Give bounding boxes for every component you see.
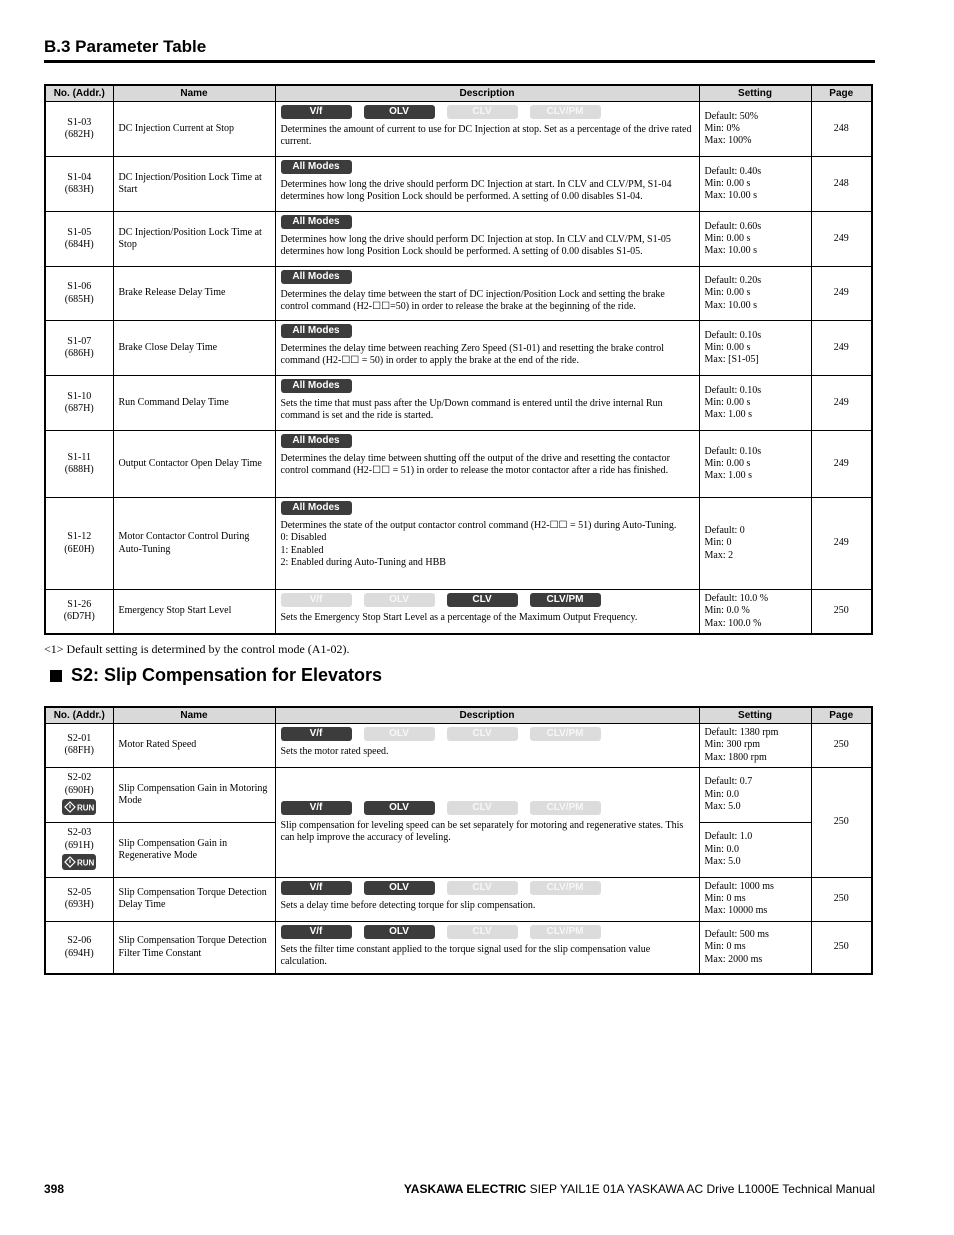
control-mode-badges — [281, 434, 695, 449]
mode-badge: V/f — [281, 925, 352, 939]
description-text: Determines how long the drive should perform DC Injection at stop. In CLV and CLV/PM, S1-05 determines how long Position Lock should be performed. A setting of 0.00 disables S1-05. — [280, 234, 671, 258]
param-setting: Default: 10.0 % Min: 0.0 % Max: 100.0 % — [699, 590, 811, 634]
param-name: Run Command Delay Time — [113, 376, 275, 431]
param-setting: Default: 0.7 Min: 0.0 Max: 5.0 — [699, 767, 811, 822]
param-description — [275, 157, 699, 212]
param-description — [275, 498, 699, 590]
param-description — [275, 921, 699, 974]
mode-badge: CLV — [447, 801, 518, 815]
mode-badge: OLV — [364, 881, 435, 895]
param-setting: Default: 0.60s Min: 0.00 s Max: 10.00 s — [699, 212, 811, 267]
mode-badge: All Modes — [281, 160, 352, 174]
page-number: 398 — [44, 1182, 65, 1196]
param-name: Emergency Stop Start Level — [113, 590, 275, 634]
control-mode-badges — [281, 727, 695, 742]
mode-badge: V/f — [281, 881, 352, 895]
mode-badge: CLV/PM — [530, 105, 601, 119]
description-text: Determines the delay time between shutting off the output of the drive and resetting the contactor control command (H2-☐☐ = 51) in order to release the motor contactor after a ride has finished. — [280, 453, 670, 477]
control-mode-badges — [281, 105, 695, 120]
param-name: Output Contactor Open Delay Time — [113, 431, 275, 498]
mode-badge: CLV/PM — [530, 925, 601, 939]
control-mode-badges — [281, 501, 695, 516]
mode-badge: V/f — [281, 801, 352, 815]
table-row — [45, 376, 872, 431]
param-page: 250 — [811, 724, 872, 768]
column-header-no: No. (Addr.) — [45, 85, 113, 102]
param-page: 250 — [811, 767, 872, 877]
table-row — [45, 590, 872, 634]
mode-badge: CLV — [447, 925, 518, 939]
table-row — [45, 212, 872, 267]
param-page: 249 — [811, 498, 872, 590]
param-page: 249 — [811, 267, 872, 321]
table-row — [45, 267, 872, 321]
column-header-no: No. (Addr.) — [45, 707, 113, 724]
table-row — [45, 157, 872, 212]
table-row — [45, 498, 872, 590]
param-number: S1-03 (682H) — [45, 102, 113, 157]
param-page: 250 — [811, 590, 872, 634]
control-mode-badges — [281, 160, 695, 175]
description-text: Sets the Emergency Stop Start Level as a percentage of the Maximum Output Frequency. — [280, 612, 638, 623]
param-number: S1-12 (6E0H) — [45, 498, 113, 590]
run-icon — [62, 799, 96, 815]
param-page: 248 — [811, 157, 872, 212]
table-header-row — [45, 707, 872, 724]
section-heading-s2 — [50, 665, 382, 686]
mode-badge: All Modes — [281, 379, 352, 393]
param-description — [275, 724, 699, 768]
param-number: S1-04 (683H) — [45, 157, 113, 212]
param-setting: Default: 0.10s Min: 0.00 s Max: 1.00 s — [699, 431, 811, 498]
param-page: 249 — [811, 376, 872, 431]
table-row — [45, 767, 872, 822]
param-description — [275, 102, 699, 157]
param-name: Brake Release Delay Time — [113, 267, 275, 321]
description-text: Slip compensation for leveling speed can be set separately for motoring and regenerative states. This can help improve the accuracy of leveling. — [280, 820, 684, 844]
param-page: 249 — [811, 212, 872, 267]
control-mode-badges — [281, 324, 695, 339]
svg-text:RUN: RUN — [77, 858, 95, 868]
column-header-name: Name — [113, 707, 275, 724]
parameter-table-s1 — [44, 84, 873, 635]
header-rule — [44, 60, 875, 63]
mode-badge: V/f — [281, 593, 352, 607]
param-setting: Default: 1000 ms Min: 0 ms Max: 10000 ms — [699, 877, 811, 921]
param-page: 250 — [811, 877, 872, 921]
description-text: Sets the motor rated speed. — [280, 746, 389, 757]
param-name: DC Injection/Position Lock Time at Stop — [113, 212, 275, 267]
control-mode-badges — [281, 379, 695, 394]
param-description — [275, 877, 699, 921]
column-header-setting: Setting — [699, 85, 811, 102]
footer-brand: YASKAWA ELECTRIC — [403, 1182, 527, 1196]
param-number: S1-07 (686H) — [45, 321, 113, 376]
parameter-table-s2 — [44, 706, 873, 975]
control-mode-badges — [281, 881, 695, 896]
run-icon — [62, 854, 96, 870]
square-bullet-icon — [50, 670, 62, 682]
table-row — [45, 431, 872, 498]
column-header-description: Description — [275, 85, 699, 102]
mode-badge: V/f — [281, 727, 352, 741]
mode-badge: V/f — [281, 105, 352, 119]
table-row — [45, 724, 872, 768]
footer-document-title — [404, 1182, 875, 1196]
param-setting: Default: 1380 rpm Min: 300 rpm Max: 1800 rpm — [699, 724, 811, 768]
param-name: Slip Compensation Gain in Regenerative Mode — [113, 822, 275, 877]
param-description — [275, 212, 699, 267]
mode-badge: OLV — [364, 727, 435, 741]
table-row — [45, 921, 872, 974]
param-number: S1-06 (685H) — [45, 267, 113, 321]
param-description — [275, 321, 699, 376]
mode-badge: CLV — [447, 105, 518, 119]
param-name: Slip Compensation Torque Detection Delay Time — [113, 877, 275, 921]
mode-badge: CLV — [447, 593, 518, 607]
param-setting: Default: 0 Min: 0 Max: 2 — [699, 498, 811, 590]
mode-badge: All Modes — [281, 215, 352, 229]
param-setting: Default: 0.20s Min: 0.00 s Max: 10.00 s — [699, 267, 811, 321]
section-title: S2: Slip Compensation for Elevators — [71, 665, 383, 685]
column-header-description: Description — [275, 707, 699, 724]
param-name: DC Injection/Position Lock Time at Start — [113, 157, 275, 212]
mode-badge: All Modes — [281, 324, 352, 338]
control-mode-badges — [281, 801, 695, 816]
param-number: S1-11 (688H) — [45, 431, 113, 498]
param-description — [275, 590, 699, 634]
table-header-row — [45, 85, 872, 102]
section-header: B.3 Parameter Table — [44, 37, 207, 56]
mode-badge: CLV/PM — [530, 727, 601, 741]
mode-badge: CLV/PM — [530, 881, 601, 895]
mode-badge: OLV — [364, 593, 435, 607]
description-text: Determines the delay time between reaching Zero Speed (S1-01) and resetting the brake control command (H2-☐☐ = 50) in order to apply the brake at the end of the ride. — [280, 343, 664, 367]
param-number: S2-05 (693H) — [45, 877, 113, 921]
param-setting: Default: 50% Min: 0% Max: 100% — [699, 102, 811, 157]
mode-badge: All Modes — [281, 501, 352, 515]
mode-badge: All Modes — [281, 270, 352, 284]
param-name: Brake Close Delay Time — [113, 321, 275, 376]
param-page: 249 — [811, 431, 872, 498]
param-number: S2-01 (68FH) — [45, 724, 113, 768]
mode-badge: CLV — [447, 881, 518, 895]
param-description — [275, 267, 699, 321]
param-page: 250 — [811, 921, 872, 974]
mode-badge: OLV — [364, 801, 435, 815]
param-page: 248 — [811, 102, 872, 157]
column-header-page: Page — [811, 85, 872, 102]
param-number: S1-26 (6D7H) — [45, 590, 113, 634]
mode-badge: CLV/PM — [530, 593, 601, 607]
description-text: Determines how long the drive should perform DC Injection at start. In CLV and CLV/PM, S1-04 determines how long Position Lock should be performed. A setting of 0.00 disables S1-04. — [280, 179, 672, 203]
control-mode-badges — [281, 925, 695, 940]
footnote: <1> Default setting is determined by the control mode (A1-02). — [44, 642, 350, 656]
svg-text:RUN: RUN — [77, 803, 95, 813]
description-text: Sets the time that must pass after the Up/Down command is entered until the drive internal Run command is set and the ride is started. — [280, 398, 663, 422]
control-mode-badges — [281, 270, 695, 285]
param-number: S1-10 (687H) — [45, 376, 113, 431]
column-header-setting: Setting — [699, 707, 811, 724]
param-description — [275, 376, 699, 431]
mode-badge: All Modes — [281, 434, 352, 448]
table-row — [45, 321, 872, 376]
mode-badge: CLV/PM — [530, 801, 601, 815]
param-setting: Default: 1.0 Min: 0.0 Max: 5.0 — [699, 822, 811, 877]
mode-badge: CLV — [447, 727, 518, 741]
param-number: S2-02 (690H) RUN — [45, 767, 113, 822]
param-name: Motor Contactor Control During Auto-Tuning — [113, 498, 275, 590]
control-mode-badges — [281, 593, 695, 608]
param-setting: Default: 0.40s Min: 0.00 s Max: 10.00 s — [699, 157, 811, 212]
param-name: DC Injection Current at Stop — [113, 102, 275, 157]
description-text: Determines the amount of current to use for DC Injection at stop. Set as a percentage of the drive rated current. — [280, 124, 692, 148]
param-setting: Default: 500 ms Min: 0 ms Max: 2000 ms — [699, 921, 811, 974]
param-description — [275, 767, 699, 877]
param-number: S2-06 (694H) — [45, 921, 113, 974]
control-mode-badges — [281, 215, 695, 230]
column-header-page: Page — [811, 707, 872, 724]
column-header-name: Name — [113, 85, 275, 102]
param-name: Slip Compensation Torque Detection Filter Time Constant — [113, 921, 275, 974]
description-text: Sets a delay time before detecting torque for slip compensation. — [280, 899, 536, 911]
param-name: Slip Compensation Gain in Motoring Mode — [113, 767, 275, 822]
param-name: Motor Rated Speed — [113, 724, 275, 768]
param-setting: Default: 0.10s Min: 0.00 s Max: [S1-05] — [699, 321, 811, 376]
table-row — [45, 102, 872, 157]
footer-manual-title: SIEP YAIL1E 01A YASKAWA AC Drive L1000E Technical Manual — [526, 1182, 875, 1196]
description-text: Determines the state of the output contactor control command (H2-☐☐ = 51) during Auto-Tuning. 0: Disabled 1: Enabled 2: Enabled during Auto-Tuning and HBB — [280, 520, 677, 568]
param-number: S2-03 (691H) RUN — [45, 822, 113, 877]
table-row — [45, 877, 872, 921]
param-description — [275, 431, 699, 498]
description-text: Determines the delay time between the start of DC injection/Position Lock and setting the brake control command (H2-☐☐=50) in order to release the brake at the beginning of the ride. — [280, 289, 665, 313]
mode-badge: OLV — [364, 105, 435, 119]
param-page: 249 — [811, 321, 872, 376]
description-text: Sets the filter time constant applied to the torque signal used for the slip compensation value calculation. — [280, 943, 651, 968]
mode-badge: OLV — [364, 925, 435, 939]
param-number: S1-05 (684H) — [45, 212, 113, 267]
param-setting: Default: 0.10s Min: 0.00 s Max: 1.00 s — [699, 376, 811, 431]
